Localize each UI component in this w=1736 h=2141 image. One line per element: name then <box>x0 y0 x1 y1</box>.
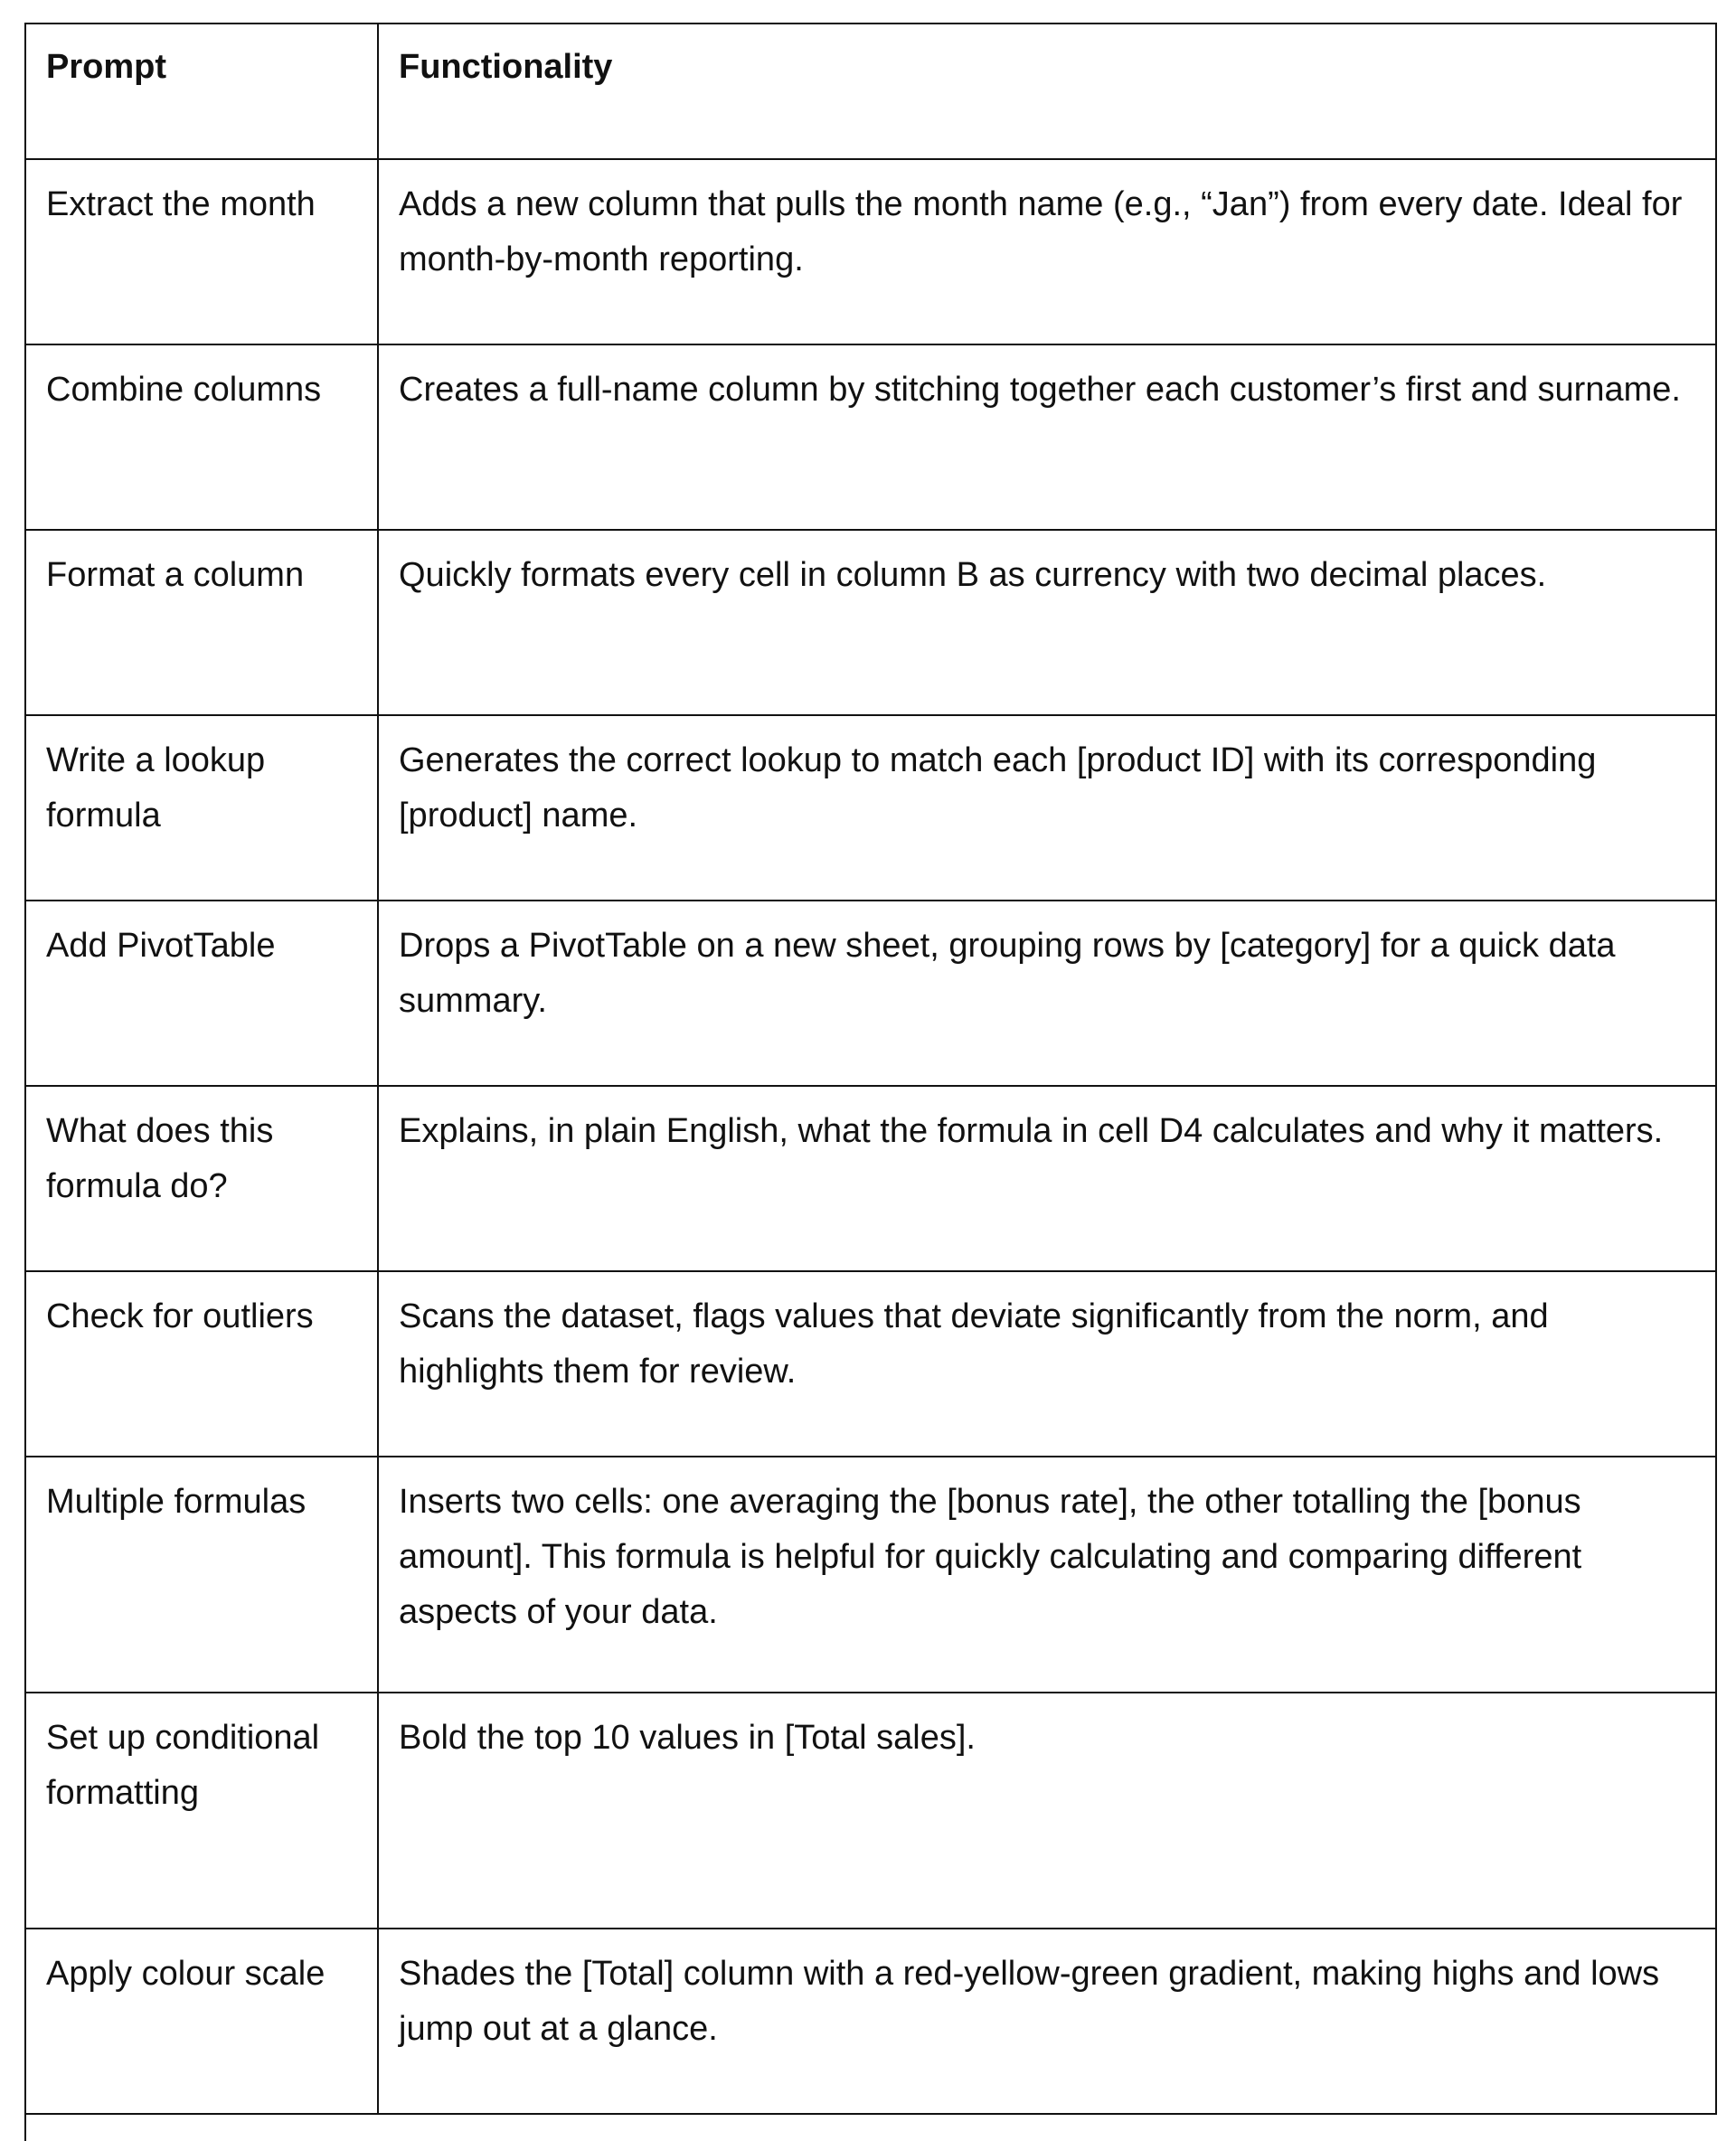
table-row <box>25 1929 1716 2114</box>
functionality-cell: Bold the top 10 values in [Total sales]. <box>378 1693 1716 1929</box>
prompt-functionality-table <box>24 23 1717 2115</box>
prompt-cell: Set up conditional formatting <box>25 1693 378 1929</box>
functionality-cell: Drops a PivotTable on a new sheet, grouping rows by [category] for a quick data summary. <box>378 901 1716 1086</box>
functionality-cell: Creates a full-name column by stitching together each customer’s first and surname. <box>378 344 1716 530</box>
table-row <box>25 1271 1716 1457</box>
table-row <box>25 901 1716 1086</box>
prompt-cell: What does this formula do? <box>25 1086 378 1271</box>
table-row <box>25 1457 1716 1693</box>
prompt-cell: Extract the month <box>25 159 378 344</box>
prompt-cell: Check for outliers <box>25 1271 378 1457</box>
prompt-cell: Add PivotTable <box>25 901 378 1086</box>
functionality-cell: Quickly formats every cell in column B as currency with two decimal places. <box>378 530 1716 715</box>
header-functionality: Functionality <box>378 24 1716 159</box>
functionality-cell: Inserts two cells: one averaging the [bonus rate], the other totalling the [bonus amount]. This formula is helpful for quickly calculating and comparing different aspects of your data. <box>378 1457 1716 1693</box>
prompt-cell: Format a column <box>25 530 378 715</box>
header-prompt: Prompt <box>25 24 378 159</box>
table-row <box>25 1693 1716 1929</box>
prompt-cell: Multiple formulas <box>25 1457 378 1693</box>
functionality-cell: Explains, in plain English, what the formula in cell D4 calculates and why it matters. <box>378 1086 1716 1271</box>
prompt-cell: Write a lookup formula <box>25 715 378 901</box>
table-row <box>25 1086 1716 1271</box>
prompt-cell: Combine columns <box>25 344 378 530</box>
table-header-row <box>25 24 1716 159</box>
table-row <box>25 344 1716 530</box>
functionality-cell: Adds a new column that pulls the month name (e.g., “Jan”) from every date. Ideal for month-by-month reporting. <box>378 159 1716 344</box>
next-table-border-stub <box>24 2114 26 2141</box>
prompt-cell: Apply colour scale <box>25 1929 378 2114</box>
table-row <box>25 530 1716 715</box>
functionality-cell: Shades the [Total] column with a red-yellow-green gradient, making highs and lows jump out at a glance. <box>378 1929 1716 2114</box>
functionality-cell: Generates the correct lookup to match each [product ID] with its corresponding [product] name. <box>378 715 1716 901</box>
table-row <box>25 159 1716 344</box>
functionality-cell: Scans the dataset, flags values that deviate significantly from the norm, and highlights them for review. <box>378 1271 1716 1457</box>
table-row <box>25 715 1716 901</box>
